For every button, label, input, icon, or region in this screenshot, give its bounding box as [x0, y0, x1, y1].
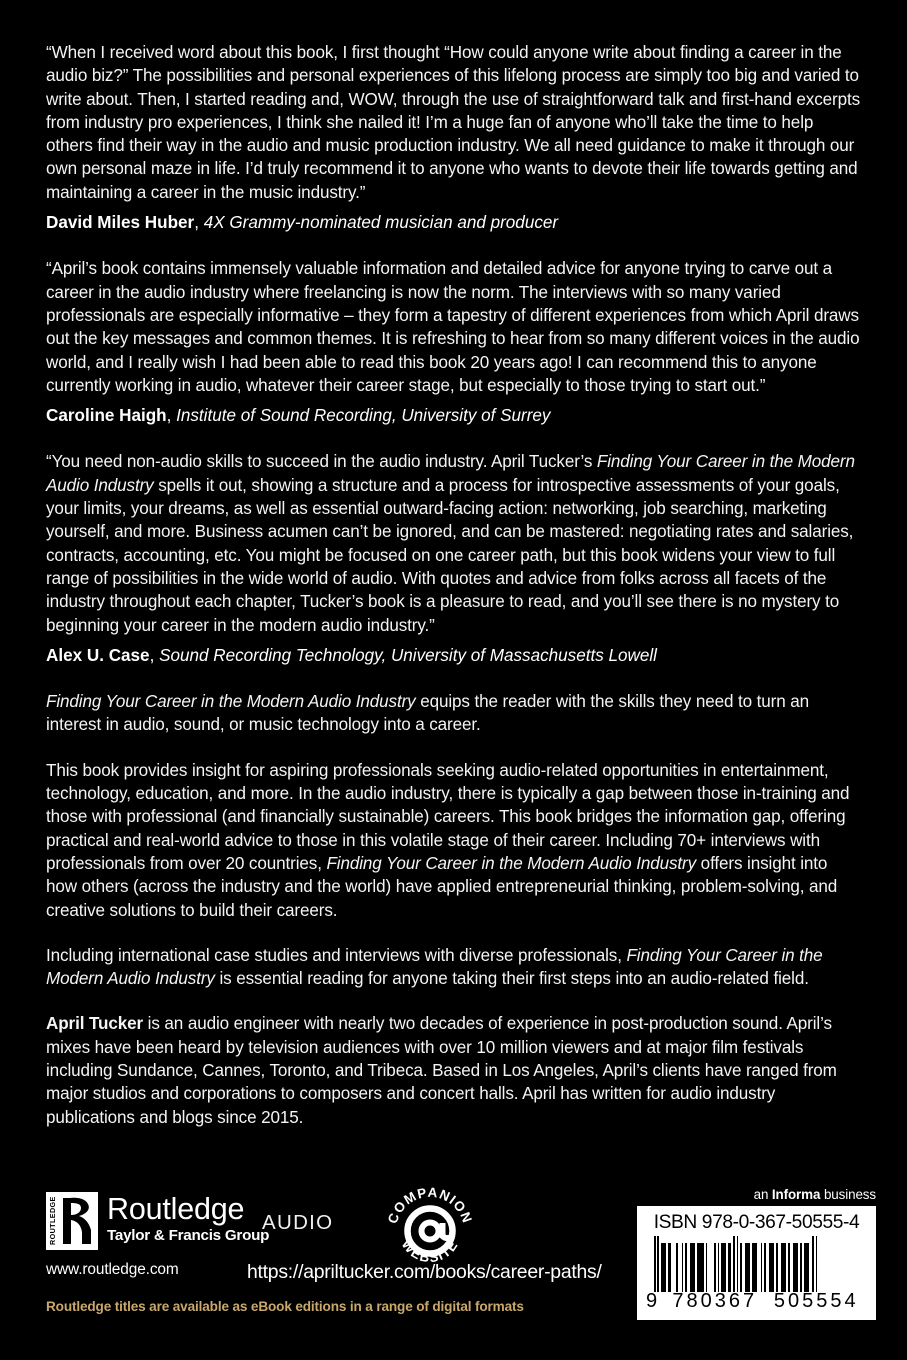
- blurb-attribution-1: [46, 211, 861, 234]
- description-p3-b: is essential reading for anyone taking their first steps into an audio-related field.: [214, 969, 809, 989]
- ebook-availability-note: Routledge titles are available as eBook editions in a range of digital formats: [46, 1299, 524, 1314]
- routledge-r-icon: [58, 1192, 98, 1250]
- comma: ,: [166, 406, 177, 426]
- isbn-number: ISBN 978-0-367-50555-4: [653, 1212, 860, 1233]
- description-p3-a: Including international case studies and interviews with diverse professionals,: [46, 945, 627, 965]
- informa-suffix: business: [820, 1187, 876, 1202]
- routledge-wordmark: [107, 1192, 269, 1245]
- comma: ,: [149, 645, 160, 665]
- ean-digits: [646, 1291, 867, 1312]
- blurb-author-1: David Miles Huber: [46, 213, 195, 233]
- author-bio: [46, 1012, 861, 1128]
- blurb-quote-3-part2: spells it out, showing a structure and a process for introspective assessments of your goals, your limits, your dreams, as well as essential outward-facing action: networking, job searching, marketing yourself, and more. Business acumen can’t be ignored, and can be mastered: negotiating rates and salaries, contracts, accounting, etc. You might be focused on one career path, but this book widens your view to full range of possibilities in the wide world of audio. With quotes and advice from folks across all facets of the industry throughout each chapter, Tucker’s book is a pleasure to read, and you’ll see there is no mystery to beginning your career in the modern audio industry.”: [46, 475, 854, 635]
- author-bio-text: is an audio engineer with nearly two decades of experience in post-production sound. April’s mixes have been heard by television audiences with over 10 million viewers and at major film festivals including Sundance, Cannes, Toronto, and Tribeca. Based in Los Angeles, April’s clients have ranged from major studios and corporations to composers and concert halls. April has written for audio industry publications and blogs since 2015.: [46, 1014, 837, 1127]
- informa-business-line: [754, 1187, 876, 1202]
- informa-prefix: an: [753, 1187, 772, 1202]
- routledge-logo: [46, 1192, 269, 1250]
- routledge-mark: [46, 1192, 98, 1250]
- description-paragraph-1: [46, 690, 861, 737]
- publisher-subtitle: Taylor & Francis Group: [107, 1227, 270, 1244]
- ean-right-group: 505554: [773, 1290, 859, 1312]
- description-paragraph-2: [46, 759, 861, 922]
- series-label-audio: AUDIO: [262, 1211, 334, 1234]
- blurb-attribution-3: [46, 644, 861, 667]
- description-p2-b: offers insight into how others (across the industry and the world) have applied entrepreneurial thinking, problem-solving, and creative solutions to build their careers.: [46, 853, 838, 920]
- description-paragraph-3: [46, 944, 861, 991]
- description-p2-a: This book provides insight for aspiring professionals seeking audio-related opportunities in entertainment, technology, education, and more. In the audio industry, there is typically a gap between those in-training and those with professional (and financially sustainable) careers. This book bridges the information gap, offering practical and real-world advice to those in this volatile stage of their career. Including 70+ interviews with professionals from over 20 countries,: [46, 760, 850, 873]
- book-title-italic: Finding Your Career in the Modern Audio Industry: [46, 945, 823, 989]
- companion-website-url[interactable]: https://apriltucker.com/books/career-paths/: [247, 1261, 602, 1283]
- barcode-bars: [654, 1236, 867, 1292]
- svg-text:WEBSITE: WEBSITE: [398, 1236, 462, 1266]
- blurb-role-3: Sound Recording Technology, University of Massachusetts Lowell: [159, 645, 657, 665]
- publisher-website-url[interactable]: www.routledge.com: [46, 1261, 179, 1278]
- blurb-quote-2: “April’s book contains immensely valuable information and detailed advice for anyone trying to carve out a career in the audio industry where freelancing is now the norm. The interviews with so many varied professionals are especially informative – they form a tapestry of different experiences from which April draws out the key messages and common themes. It is refreshing to hear from so many different voices in the audio world, and I really wish I had been able to read this book 20 years ago! I can recommend this to anyone currently working in audio, whatever their career stage, but especially to those trying to start out.”: [46, 259, 860, 395]
- informa-brand: Informa: [771, 1187, 821, 1202]
- blurb-quote-3-part1: “You need non-audio skills to succeed in the audio industry. April Tucker’s: [46, 452, 597, 472]
- isbn-barcode: [637, 1206, 876, 1320]
- routledge-vertical-text: ROUTLEDGE: [47, 1192, 58, 1250]
- svg-text:COMPANION: COMPANION: [384, 1184, 476, 1226]
- publisher-name: Routledge: [107, 1192, 245, 1226]
- blurb-role-1: 4X Grammy-nominated musician and producer: [203, 213, 559, 233]
- blurb-attribution-2: [46, 404, 861, 427]
- ean-lead-digit: 9: [646, 1290, 658, 1312]
- blurb-role-2: Institute of Sound Recording, University of Surrey: [176, 406, 551, 426]
- blurb-author-3: Alex U. Case: [46, 645, 150, 665]
- blurb-quote-3: [46, 450, 861, 636]
- book-title-italic: Finding Your Career in the Modern Audio Industry: [326, 853, 697, 873]
- book-title-italic: Finding Your Career in the Modern Audio Industry: [46, 452, 855, 495]
- author-name: April Tucker: [46, 1014, 144, 1034]
- description-p1-rest: equips the reader with the skills they need to turn an interest in audio, sound, or music technology into a career.: [46, 692, 810, 735]
- blurb-quote-1: “When I received word about this book, I first thought “How could anyone write about finding a career in the audio biz?” The possibilities and personal experiences of this lifelong process are simply too big and varied to write about. Then, I started reading and, WOW, through the use of straightforward talk and first-hand excerpts from industry pro experiences, I think she nailed it! I’m a huge fan of anyone who’ll take the time to help others find their way in the audio and music production industry. We all need guidance to make it through our own personal maze in life. I’d truly recommend it to anyone who wants to devote their life towards getting and maintaining a career in the music industry.”: [46, 43, 861, 202]
- book-title-italic: Finding Your Career in the Modern Audio Industry: [46, 692, 416, 712]
- comma: ,: [194, 213, 204, 233]
- blurb-author-2: Caroline Haigh: [46, 406, 167, 426]
- ean-left-group: 780367: [672, 1290, 758, 1312]
